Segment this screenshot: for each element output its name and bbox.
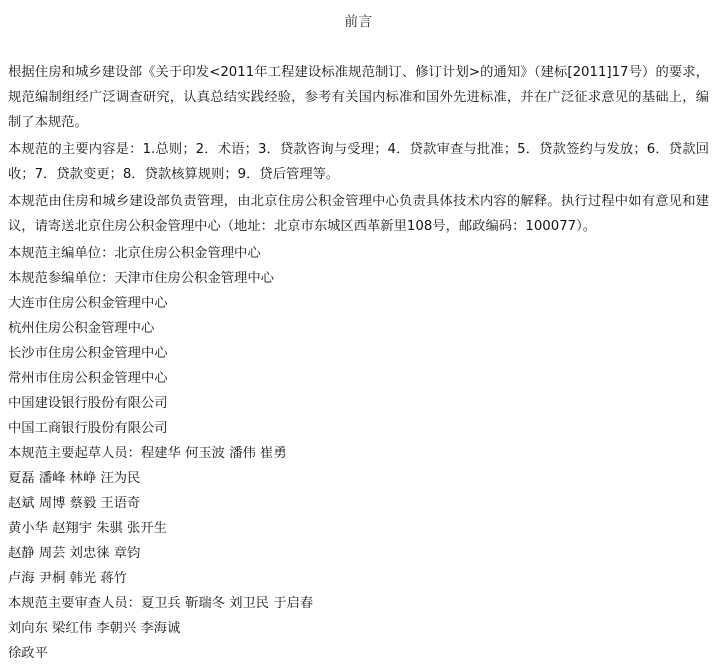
list-item: 黄小华 赵翔宇 朱骐 张开生 — [8, 521, 167, 536]
reviewers-heading: 本规范主要审查人员：夏卫兵 靳瑞冬 刘卫民 于启春 — [8, 596, 314, 611]
paragraph-administration: 本规范由住房和城乡建设部负责管理，由北京住房公积金管理中心负责具体技术内容的解释。执行过程中如有意见和建议，请寄送北京住房公积金管理中心（地址：北京市东城区西革新里108号，邮政编码：100077）。 — [8, 194, 709, 234]
list-item: 长沙市住房公积金管理中心 — [8, 346, 168, 361]
participating-editing-unit: 本规范参编单位：天津市住房公积金管理中心 — [8, 271, 274, 286]
page-title: 前言 — [344, 14, 373, 30]
list-item: 中国工商银行股份有限公司 — [8, 421, 168, 436]
list-item: 徐政平 — [8, 646, 48, 661]
list-item: 赵斌 周博 蔡毅 王语奇 — [8, 496, 141, 511]
list-item: 刘向东 梁红伟 李朝兴 李海诚 — [8, 621, 181, 636]
paragraph-scope-basis: 根据住房和城乡建设部《关于印发<2011年工程建设标准规范制订、修订计划>的通知》（建标[2011]17号）的要求，规范编制组经广泛调查研究，认真总结实践经验，参考有关国内标准和国外先进标准，并在广泛征求意见的基础上，编制了本规范。 — [8, 65, 709, 130]
list-item: 赵静 周芸 刘忠徕 章钧 — [8, 546, 141, 561]
list-item: 杭州住房公积金管理中心 — [8, 321, 155, 336]
list-item: 常州市住房公积金管理中心 — [8, 371, 168, 386]
list-item: 卢海 尹桐 韩光 蒋竹 — [8, 571, 128, 586]
list-item: 夏磊 潘峰 林峥 汪为民 — [8, 471, 141, 486]
chief-editing-unit: 本规范主编单位：北京住房公积金管理中心 — [8, 246, 261, 261]
document-body — [8, 60, 709, 666]
list-item: 大连市住房公积金管理中心 — [8, 296, 168, 311]
list-item: 中国建设银行股份有限公司 — [8, 396, 168, 411]
main-drafters-heading: 本规范主要起草人员：程建华 何玉波 潘伟 崔勇 — [8, 446, 287, 461]
paragraph-main-contents: 本规范的主要内容是：1.总则；2．术语；3．贷款咨询与受理；4．贷款审查与批准；5．贷款签约与发放；6．贷款回收；7．贷款变更；8．贷款核算规则；9．贷后管理等。 — [8, 142, 709, 182]
